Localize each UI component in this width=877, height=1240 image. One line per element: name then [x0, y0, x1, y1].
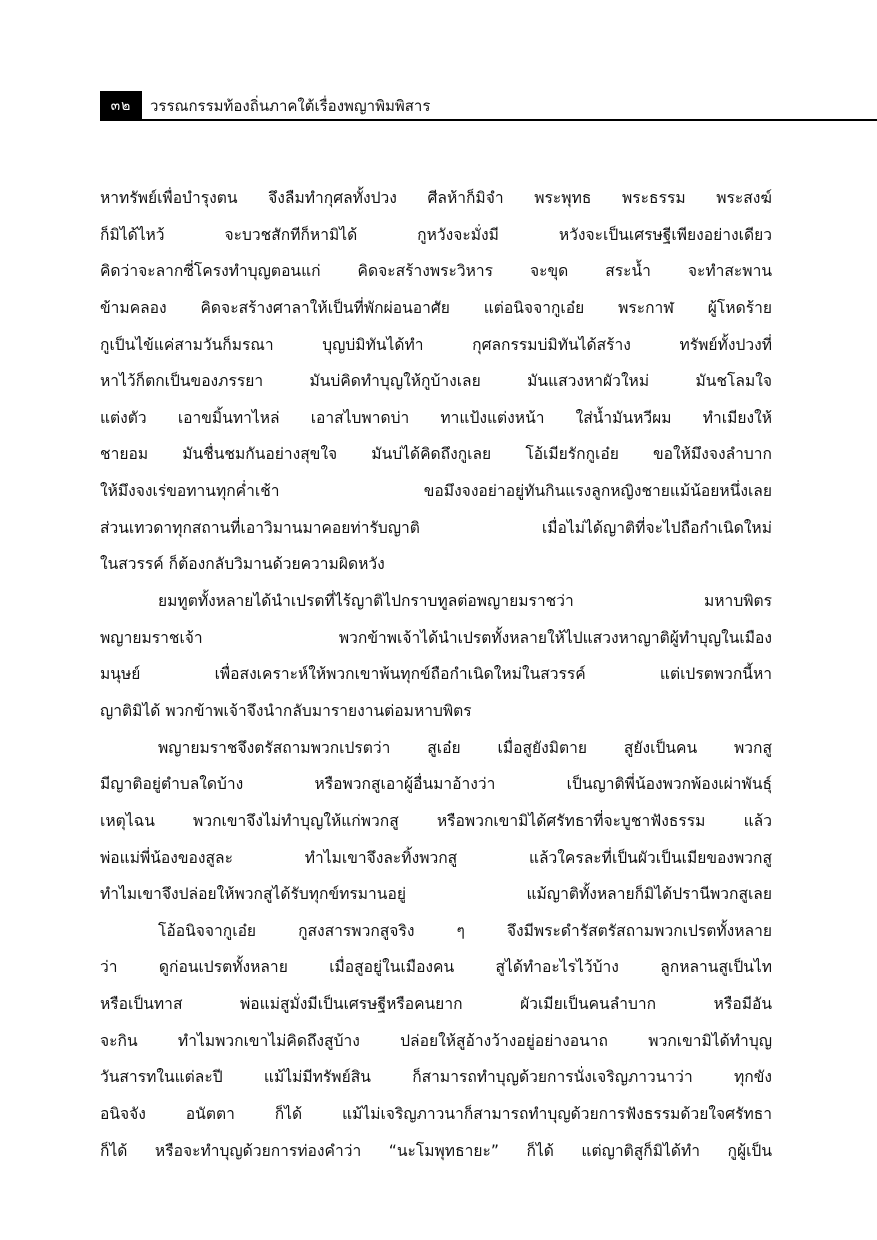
- paragraph-first-line: พญายมราชจึงตรัสถามพวกเปรตว่า สูเอ๋ย เมื่อสูยังมิตาย สูยังเป็นคน พวกสู: [158, 738, 772, 757]
- text-line: หาไว้ก็ตกเป็นของภรรยา มันบ่คิดทำบุญให้กูบ้างเลย มันแสวงหาผัวใหม่ มันชโลมใจ: [100, 372, 772, 391]
- text-line: เหตุไฉน พวกเขาจึงไม่ทำบุญให้แก่พวกสู หรือพวกเขามิได้ศรัทธาที่จะบูชาฟังธรรม แล้ว: [100, 811, 772, 830]
- text-line: จะกิน ทำไมพวกเขาไม่คิดถึงสูบ้าง ปล่อยให้สูอ้างว้างอยู่อย่างอนาถ พวกเขามิได้ทำบุญ: [100, 1031, 772, 1050]
- header-rule: [142, 119, 877, 121]
- text-line: อนิจจัง อนัตตา ก็ได้ แม้ไม่เจริญภาวนาก็สามารถทำบุญด้วยการฟังธรรมด้วยใจศรัทธา: [100, 1105, 772, 1124]
- text-line: หรือเป็นทาส พ่อแม่สูมั่งมีเป็นเศรษฐีหรือคนยาก ผัวเมียเป็นคนลำบาก หรือมีอัน: [100, 995, 772, 1014]
- text-line: มีญาติอยู่ตำบลใดบ้าง หรือพวกสูเอาผู้อื่นมาอ้างว่า เป็นญาติพี่น้องพวกพ้องเผ่าพันธุ์: [100, 775, 772, 794]
- page-header: [100, 91, 877, 121]
- text-line: ทำไมเขาจึงปล่อยให้พวกสูได้รับทุกข์ทรมานอยู่ แม้ญาติทั้งหลายก็มิได้ปรานีพวกสูเลย: [100, 885, 772, 904]
- text-line: ญาติมิได้ พวกข้าพเจ้าจึงนำกลับมารายงานต่อมหาบพิตร: [100, 701, 472, 720]
- paragraph-first-line: โอ้อนิจจากูเอ๋ย กูสงสารพวกสูจริง ๆ จึงมีพระดำรัสตรัสถามพวกเปรตทั้งหลาย: [158, 921, 772, 940]
- text-line: กูเป็นไข้แค่สามวันก็มรณา บุญบ่มิทันได้ทำ กุศลกรรมบ่มิทันได้สร้าง ทรัพย์ทั้งปวงที่: [100, 335, 772, 354]
- text-line: ว่า ดูก่อนเปรตทั้งหลาย เมื่อสูอยู่ในเมืองคน สูได้ทำอะไรไว้บ้าง ลูกหลานสูเป็นไท: [100, 958, 772, 977]
- text-line: คิดว่าจะลากซี่โครงทำบุญตอนแก่ คิดจะสร้างพระวิหาร จะขุด สระน้ำ จะทำสะพาน: [100, 262, 772, 281]
- text-line: ก็ได้ หรือจะทำบุญด้วยการท่องคำว่า “นะโมพุทธายะ” ก็ได้ แต่ญาติสูก็มิได้ทำ กูผู้เป็น: [100, 1141, 772, 1160]
- text-line: ชายอม มันชื่นชมกันอย่างสุขใจ มันบ่ได้คิดถึงกูเลย โอ้เมียรักกูเอ๋ย ขอให้มึงจงลำบาก: [100, 445, 772, 464]
- text-line: ให้มึงจงเร่ขอทานทุกค่ำเช้า ขอมึงจงอย่าอยู่ทันกินแรงลูกหญิงชายแม้น้อยหนึ่งเลย: [100, 482, 772, 501]
- text-line: หาทรัพย์เพื่อบำรุงตน จึงลืมทำกุศลทั้งปวง ศีลห้าก็มิจำ พระพุทธ พระธรรม พระสงฆ์: [100, 189, 772, 207]
- text-line: แต่งตัว เอาขมิ้นทาไหล่ เอาสไบพาดบ่า ทาแป้งแต่งหน้า ใส่น้ำมันหวีผม ทำเมียงให้: [100, 408, 772, 427]
- page-number-badge: ๓๒: [100, 91, 142, 121]
- running-title: วรรณกรรมท้องถิ่นภาคใต้เรื่องพญาพิมพิสาร: [150, 97, 431, 115]
- text-line: ข้ามคลอง คิดจะสร้างศาลาให้เป็นที่พักผ่อนอาศัย แต่อนิจจากูเอ๋ย พระกาฬ ผู้โหดร้าย: [100, 298, 772, 317]
- text-line: ในสวรรค์ ก็ต้องกลับวิมานด้วยความผิดหวัง: [100, 555, 385, 574]
- paragraph-first-line: ยมทูตทั้งหลายได้นำเปรตที่ไร้ญาติไปกราบทูลต่อพญายมราชว่า มหาบพิตร: [158, 592, 772, 611]
- text-line: วันสารทในแต่ละปี แม้ไม่มีทรัพย์สิน ก็สามารถทำบุญด้วยการนั่งเจริญภาวนาว่า ทุกขัง: [100, 1068, 772, 1087]
- text-line: ส่วนเทวดาทุกสถานที่เอาวิมานมาคอยท่ารับญาติ เมื่อไม่ได้ญาติที่จะไปถือกำเนิดใหม่: [100, 518, 772, 537]
- text-line: พญายมราชเจ้า พวกข้าพเจ้าได้นำเปรตทั้งหลายให้ไปแสวงหาญาติผู้ทำบุญในเมือง: [100, 628, 772, 647]
- text-line: มนุษย์ เพื่อสงเคราะห์ให้พวกเขาพ้นทุกข์ถือกำเนิดใหม่ในสวรรค์ แต่เปรตพวกนี้หา: [100, 665, 772, 684]
- body-text: [100, 180, 772, 1169]
- text-line: พ่อแม่พี่น้องของสูละ ทำไมเขาจึงละทิ้งพวกสู แล้วใครละที่เป็นผัวเป็นเมียของพวกสู: [100, 848, 772, 867]
- text-line: ก็มิได้ไหว้ จะบวชสักทีก็หามิได้ กูหวังจะมั่งมี หวังจะเป็นเศรษฐีเพียงอย่างเดียว: [100, 225, 772, 244]
